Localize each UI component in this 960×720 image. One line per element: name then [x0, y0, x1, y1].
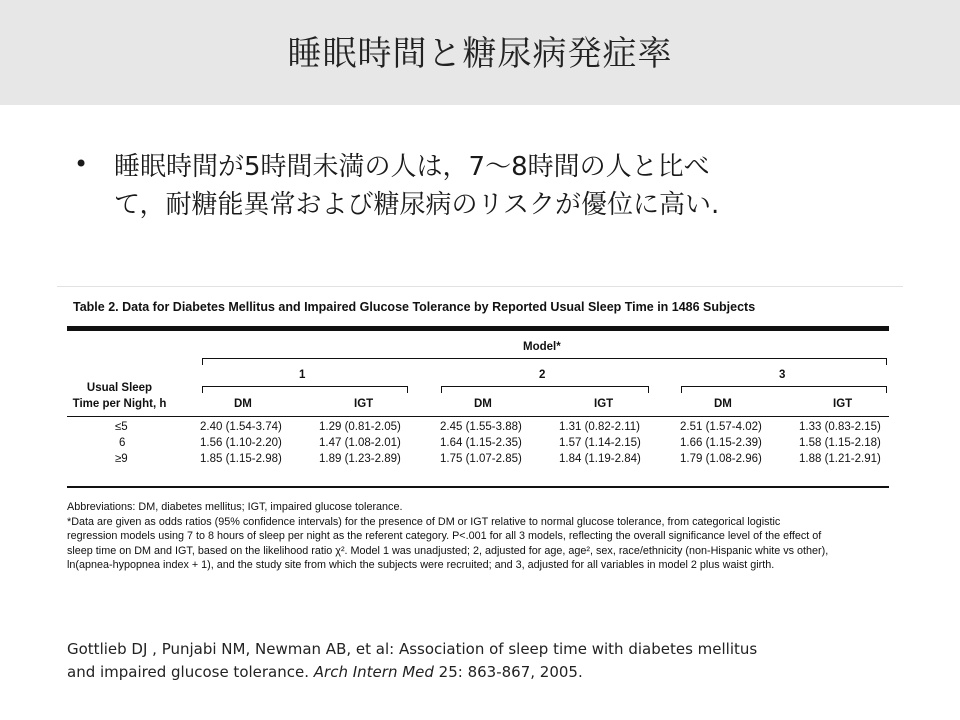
model-2-header: 2: [539, 369, 546, 381]
table-cell: 1.29 (0.81-2.05): [319, 421, 401, 433]
table-cell: 1.31 (0.82-2.11): [559, 421, 640, 433]
row-label: ≤5: [115, 421, 128, 433]
table-caption: Table 2. Data for Diabetes Mellitus and Impaired Glucose Tolerance by Reported Usual Sleep Time in 1486 Subjects: [73, 300, 756, 314]
subcol-header: DM: [234, 398, 252, 410]
model-3-bracket: [681, 386, 887, 393]
model-bracket: [202, 358, 887, 365]
subcol-header: DM: [474, 398, 492, 410]
table-cell: 2.45 (1.55-3.88): [440, 421, 522, 433]
citation-line-2: [67, 661, 897, 684]
table-cell: 1.66 (1.15-2.39): [680, 437, 762, 449]
subcol-header: DM: [714, 398, 732, 410]
bullet-point: [74, 148, 874, 224]
footnote-abbreviations: Abbreviations: DM, diabetes mellitus; IGT, impaired glucose tolerance.: [67, 501, 403, 513]
table-top-rule: [67, 326, 889, 331]
bullet-line-2: て，耐糖能異常および糖尿病のリスクが優位に高い.: [114, 190, 720, 220]
table-cell: 2.40 (1.54-3.74): [200, 421, 282, 433]
footnote-line: *Data are given as odds ratios (95% confidence intervals) for the presence of DM or IGT relative to normal glucose tolerance, from categorical logistic: [67, 516, 781, 528]
table-cell: 1.33 (0.83-2.15): [799, 421, 881, 433]
model-header: Model*: [523, 341, 561, 353]
header-rule: [67, 416, 889, 417]
table-figure: [57, 286, 903, 587]
footnote-line: ln(apnea-hypopnea index + 1), and the study site from which the subjects were recruited; and 3, adjusted for all variables in model 2 plus waist girth.: [67, 559, 775, 571]
model-3-header: 3: [779, 369, 786, 381]
bullet-marker: •: [74, 150, 89, 178]
subcol-header: IGT: [354, 398, 374, 410]
citation-journal: Arch Intern Med: [313, 663, 434, 681]
table-cell: 1.64 (1.15-2.35): [440, 437, 522, 449]
model-1-bracket: [202, 386, 408, 393]
table-cell: 1.85 (1.15-2.98): [200, 453, 282, 465]
table-cell: 1.84 (1.19-2.84): [559, 453, 641, 465]
model-2-bracket: [441, 386, 649, 393]
table-bottom-rule: [67, 486, 889, 488]
slide-title: 睡眠時間と糖尿病発症率: [287, 34, 673, 74]
title-bar: [0, 0, 960, 105]
table-cell: 1.75 (1.07-2.85): [440, 453, 522, 465]
footnote-line: sleep time on DM and IGT, based on the likelihood ratio χ². Model 1 was unadjusted; 2, adjusted for age, age², sex, race/ethnicity (non-Hispanic white vs other),: [67, 545, 829, 557]
citation: [67, 638, 897, 684]
model-1-header: 1: [299, 369, 306, 381]
table-cell: 2.51 (1.57-4.02): [680, 421, 762, 433]
row-label: 6: [119, 437, 126, 449]
citation-line-1: Gottlieb DJ , Punjabi NM, Newman AB, et al: Association of sleep time with diabetes mellitus: [67, 640, 758, 658]
row-header-line-1: Usual Sleep: [86, 382, 153, 394]
row-header-line-2: Time per Night, h: [72, 398, 167, 410]
table-cell: 1.79 (1.08-2.96): [680, 453, 762, 465]
row-label: ≥9: [115, 453, 128, 465]
table-cell: 1.88 (1.21-2.91): [799, 453, 881, 465]
bullet-text: [114, 148, 874, 224]
citation-line-2-prefix: and impaired glucose tolerance.: [67, 663, 314, 681]
bullet-line-1: 睡眠時間が5時間未満の人は，7〜8時間の人と比べ: [114, 152, 710, 182]
table-cell: 1.57 (1.14-2.15): [559, 437, 641, 449]
table-cell: 1.56 (1.10-2.20): [200, 437, 282, 449]
table-cell: 1.47 (1.08-2.01): [319, 437, 401, 449]
table-cell: 1.89 (1.23-2.89): [319, 453, 401, 465]
table-cell: 1.58 (1.15-2.18): [799, 437, 881, 449]
subcol-header: IGT: [594, 398, 614, 410]
footnote-line: regression models using 7 to 8 hours of sleep per night as the referent category. P<.001 for all 3 models, reflecting the overall significance level of the effect of: [67, 530, 822, 542]
citation-line-2-suffix: 25: 863-867, 2005.: [433, 663, 583, 681]
subcol-header: IGT: [833, 398, 853, 410]
